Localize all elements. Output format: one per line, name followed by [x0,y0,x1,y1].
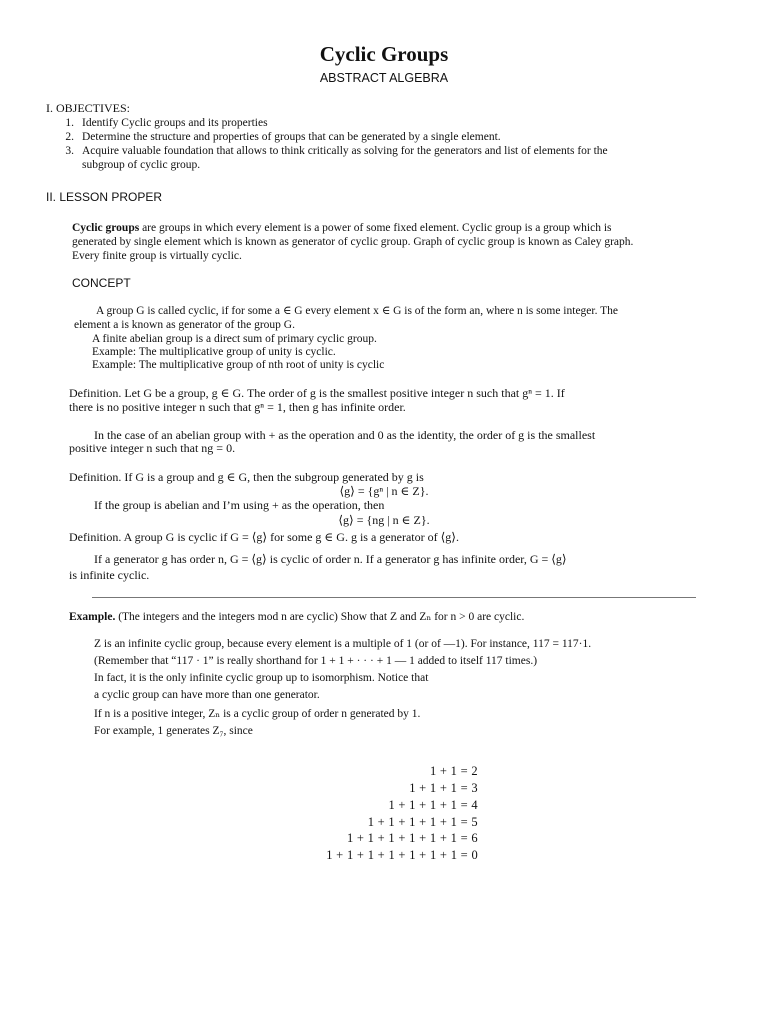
example-line: For example, 1 generates Z₇, since [94,725,253,737]
definition-order-line: Definition. Let G be a group, g ∈ G. The order of g is the smallest positive integer n such that gⁿ = 1. If [69,386,565,400]
page-title: Cyclic Groups [319,42,449,66]
equation-line: 1 + 1 + 1 + 1 = 4 [388,798,478,812]
objective-text: Identify Cyclic groups and its properties [82,117,268,129]
intro-paragraph [72,221,612,235]
definition-subgroup-line: Definition. If G is a group and g ∈ G, then the subgroup generated by g is [69,470,424,484]
definition-order-line: there is no positive integer n such that gⁿ = 1, then g has infinite order. [69,400,406,414]
example-line: (Remember that “117 · 1” is really shorthand for 1 + 1 + · · · + 1 — 1 added to itself 117 times.) [94,655,538,667]
abelian-order-line: In the case of an abelian group with + as the operation and 0 as the identity, the order of g is the smallest [94,428,596,442]
divider-line [92,597,696,598]
lesson-heading: II. LESSON PROPER [46,190,163,204]
example-line: If n is a positive integer, Zₙ is a cyclic group of order n generated by 1. [94,708,421,720]
objective-number: 1. [65,117,74,129]
equation-line: 1 + 1 + 1 + 1 + 1 = 5 [367,815,478,829]
example-heading [69,610,524,624]
concept-heading: CONCEPT [72,276,131,290]
subgroup-formula: ⟨g⟩ = {ng | n ∈ Z}. [338,513,430,527]
definition-subgroup-line: If the group is abelian and I’m using + as the operation, then [94,498,385,512]
example-line: a cyclic group can have more than one generator. [94,689,320,701]
subgroup-formula: ⟨g⟩ = {gⁿ | n ∈ Z}. [339,484,429,498]
example-heading-text: (The integers and the integers mod n are cyclic) Show that Z and Zₙ for n > 0 are cyclic. [115,611,525,623]
objective-text: Acquire valuable foundation that allows to think critically as solving for the generators and list of elements for the [82,145,608,157]
objectives-heading: I. OBJECTIVES: [46,101,130,115]
abelian-order-line: positive integer n such that ng = 0. [69,441,236,455]
objective-number: 3. [65,145,74,157]
concept-line: element a is known as generator of the group G. [74,319,295,331]
example-line: In fact, it is the only infinite cyclic group up to isomorphism. Notice that [94,672,429,684]
equation-line: 1 + 1 + 1 + 1 + 1 + 1 + 1 = 0 [326,848,478,862]
concept-line: A group G is called cyclic, if for some a ∈ G every element x ∈ G is of the form an, where n is some integer. The [96,305,619,317]
objective-text: subgroup of cyclic group. [82,159,201,171]
objective-number: 2. [65,131,74,143]
page-subtitle: ABSTRACT ALGEBRA [319,71,449,85]
generator-line: If a generator g has order n, G = ⟨g⟩ is cyclic of order n. If a generator g has infinite order, G = ⟨g⟩ [94,552,567,566]
definition-cyclic-line: Definition. A group G is cyclic if G = ⟨g⟩ for some g ∈ G. g is a generator of ⟨g⟩. [69,530,459,544]
example-line: Z is an infinite cyclic group, because every element is a multiple of 1 (or of —1). For instance, 117 = 117·1. [94,638,592,650]
intro-line: generated by single element which is known as generator of cyclic group. Graph of cyclic group is known as Caley graph. [72,236,634,248]
example-label: Example. [69,611,116,623]
objective-text: Determine the structure and properties of groups that can be generated by a single element. [82,131,501,143]
concept-line: Example: The multiplicative group of nth root of unity is cyclic [92,359,385,371]
intro-bold-term: Cyclic groups [72,222,140,234]
equation-line: 1 + 1 = 2 [429,764,478,778]
equation-line: 1 + 1 + 1 + 1 + 1 + 1 = 6 [346,831,478,845]
concept-line: A finite abelian group is a direct sum of primary cyclic group. [92,333,377,345]
generator-line: is infinite cyclic. [69,568,150,582]
intro-line: Every finite group is virtually cyclic. [72,250,242,262]
intro-line: are groups in which every element is a power of some fixed element. Cyclic group is a group which is [139,222,612,234]
equation-line: 1 + 1 + 1 = 3 [409,781,478,795]
concept-line: Example: The multiplicative group of unity is cyclic. [92,346,336,358]
